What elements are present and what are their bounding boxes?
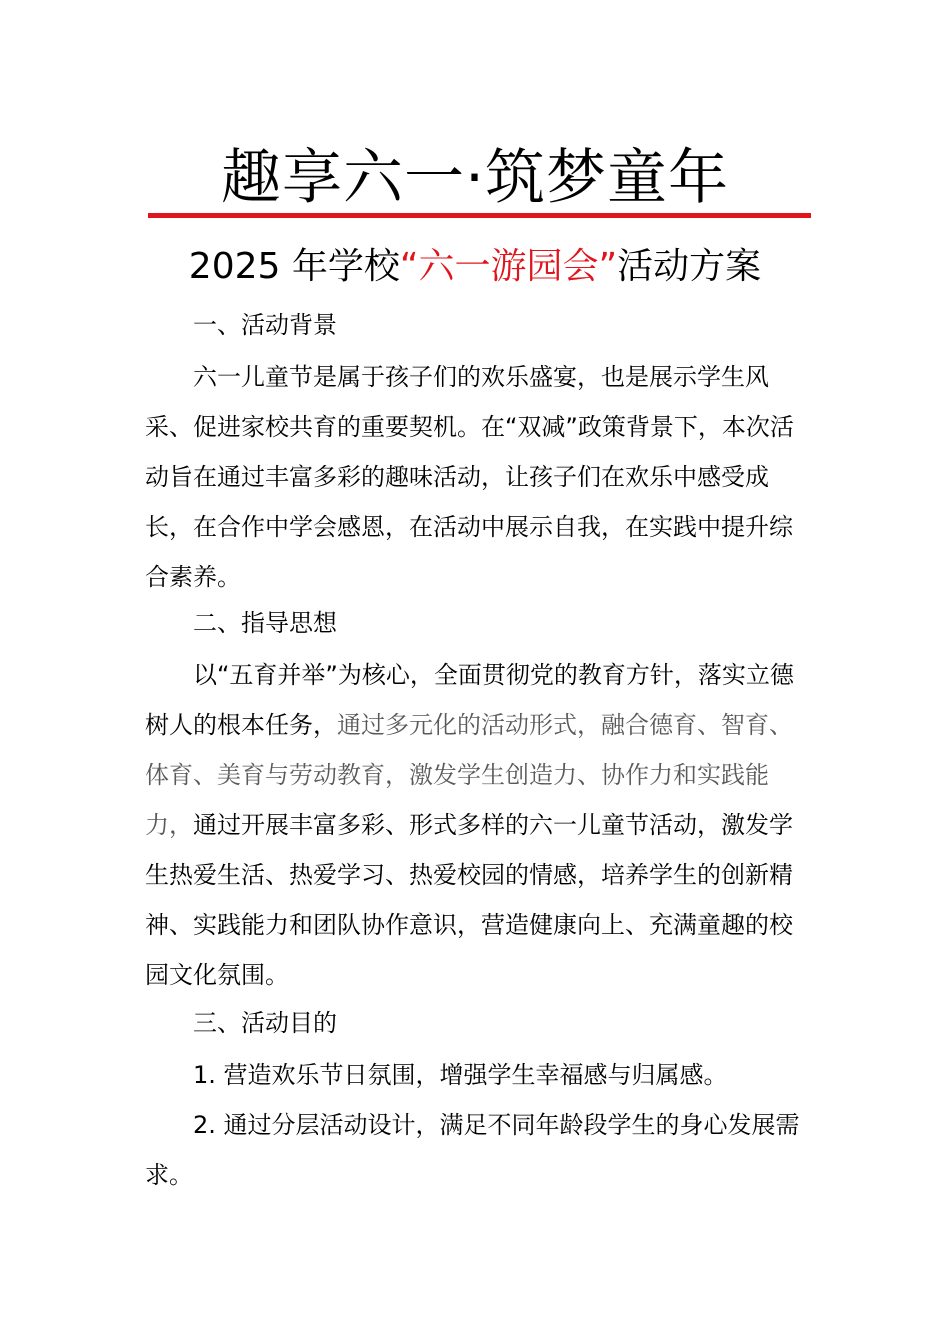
subtitle-prefix: 2025 年学校: [188, 246, 400, 287]
section-heading-background: [145, 307, 810, 343]
subtitle-accent: “六一游园会”: [399, 246, 618, 287]
section-heading-purpose: [145, 1005, 810, 1041]
document-subtitle: [0, 240, 950, 294]
paragraph-segment-a: 以“五育并举”为核心，全面贯彻党的教育方针，落实立德树人的根本任务，: [145, 661, 794, 739]
section-heading-purpose-text: 三、活动目的: [193, 1009, 337, 1037]
section-heading-guiding-ideology: [145, 605, 810, 641]
paragraph-segment-c: 通过开展丰富多彩、形式多样的六一儿童节活动，激发学生热爱生活、热爱学习、热爱校园的情感，培养学生的创新精神、实践能力和团队协作意识，营造健康向上、充满童趣的校园文化氛围。: [145, 811, 793, 989]
section-paragraph-guiding-ideology: [145, 650, 810, 1000]
subtitle-suffix: 活动方案: [617, 246, 762, 287]
section-heading-guiding-ideology-text: 二、指导思想: [193, 609, 337, 637]
section-heading-background-text: 一、活动背景: [193, 311, 337, 339]
title-divider: [148, 213, 811, 218]
section-paragraph-background: 六一儿童节是属于孩子们的欢乐盛宴，也是展示学生风采、促进家校共育的重要契机。在“双减”政策背景下，本次活动旨在通过丰富多彩的趣味活动，让孩子们在欢乐中感受成长，在合作中学会感恩，在活动中展示自我，在实践中提升综合素养。: [145, 363, 794, 591]
paragraph-segment-b: 通过多元化的活动形式，融合德育、智育、体育、美育与劳动教育，激发学生创造力、协作力和实践能力，: [145, 711, 793, 839]
document-title: 趣享六一·筑梦童年: [220, 143, 730, 213]
purpose-item-1: 1. 营造欢乐节日氛围，增强学生幸福感与归属感。: [193, 1061, 728, 1089]
purpose-item-2: 2. 通过分层活动设计，满足不同年龄段学生的身心发展需求。: [145, 1111, 800, 1189]
